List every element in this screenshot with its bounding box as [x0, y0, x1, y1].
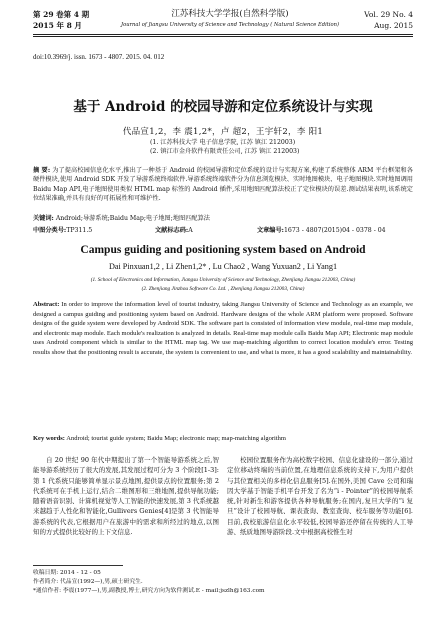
title-en: Campus guiding and positioning system based on Android: [80, 244, 366, 256]
title-cn: 基于 Android 的校园导游和定位系统设计与实现: [73, 99, 373, 115]
footnote-received: 收稿日期: 2014 - 12 - 05: [33, 570, 101, 576]
body-paragraph-left: 自 20 世纪 90 年代中期提出了第一个智能导游系统之后,智能导游系统经历了很大的发展,其发展过程可分为 3 个阶段[1-3]:第 1 代系统只能够简单显示景点地图,提供景点的位置服务;第 2 代系统可在手机上运行,结合二维图形和三维地图,提供导航功能;随着语音识别、计算机视觉等人工智能的快速发展,第 3 代系统越来越趋于人性化和智能化,Gullivers Genies[4]是第 3 代智能导游系统的代表,它根据用户在旅游中的需求和所经过的地点,以图知的方式提供比较好的上下文信息.: [33, 456, 219, 537]
footnote-rule: [33, 565, 123, 566]
article-id-value: 1673 - 4807(2015)04 - 0378 - 04: [283, 227, 386, 234]
date-en: Aug. 2015: [374, 21, 413, 30]
authors-cn: 代品宣1,2，李 震1,2*，卢 超2，王宇轩2，李 阳1: [122, 127, 324, 137]
keywords-cn-label: 关键词:: [33, 215, 54, 222]
footnote: [33, 569, 413, 596]
body-column-right: [227, 455, 413, 537]
doc-code-label: 文献标志码:: [154, 227, 189, 234]
authors-en: Dai Pinxuan1,2 , Li Zhen1,2* , Lu Chao2 , Wang Yuxuan2 , Li Yang1: [108, 262, 338, 271]
abstract-cn-text: 为了提高校园信息化水平,推出了一种基于 Android 的校园导游和定位系统的设计与实现方案,构建了系统整体 ARM 平台框架和各硬件模块,使用 Android SDK 开发了导游系统终端软件.导游系统终端软件分为信息浏览模块、实时地图模块、电子地图模块.实时地图调用 Baidu Map API,电子地图使用类似 HTML map 标签的 Android 插件,采用地图匹配算法校正了定位模块的误差.测试结果表明,该系统定位结果准确,并具有良好的可拓展性和可维护性.: [33, 167, 413, 203]
keywords-en: [33, 434, 413, 444]
keywords-cn-text: Android;导游系统;Baidu Map;电子地图;地图匹配算法: [55, 215, 210, 222]
volume-en: Vol. 29 No. 4: [364, 10, 413, 19]
body-paragraph-right: 校园位置服务作为高校数字校园、信息化建设的一部分,通过定位移动终端的当前位置,在地理信息系统的支持下,为用户提供与其位置相关的多样化信息服务[5].在国外,美国 Cave 公司和瑞因大学基于智能手机平台开发了名为“i - Pointer”的校园导航系统,针对新生和游客提供各种导航服务;在国内,复旦大学的“i 复旦”设计了校园导航、课表查询、教室查询、校车服务等功能[6].目前,我校旅游信息化水平较低,校园导游还停留在传统的人工导游、纸质地图导游阶段.文中根据高校惟生对: [227, 456, 413, 537]
affiliation-en-1: (1. School of Electronics and Information, Jiangsu University of Science and Technology, Zhenjiang Jiangsu 212003, China): [90, 277, 356, 283]
keywords-en-text: Android; tourist guide system; Baidu Map; electronic map; map-matching algorithm: [66, 435, 286, 442]
date-cn: 2015 年 8 月: [33, 21, 82, 30]
abstract-cn-label: 摘 要:: [33, 167, 51, 174]
affiliation-cn-1: (1. 江苏科技大学 电子信息学院, 江苏 镇江 212003): [150, 139, 296, 146]
abstract-en: [33, 300, 413, 358]
header-center: [110, 9, 350, 31]
footnote-corresponding: *通信作者: 李震(1977—),男,副教授,博士,研究方向为软件测试.E - mail:jszlh@163.com: [33, 588, 265, 594]
journal-name-en: Journal of Jiangsu University of Science and Technology ( Natural Science Edition): [121, 22, 339, 28]
abstract-en-label: Abstract:: [33, 301, 60, 308]
header-left: [33, 9, 89, 31]
doi[interactable]: doi:10.3969/j. issn. 1673 - 4807. 2015. 04. 012: [33, 53, 165, 61]
affiliations-cn: [150, 138, 299, 156]
volume-cn: 第 29 卷第 4 期: [33, 10, 90, 19]
keywords-en-label: Key words:: [33, 435, 65, 442]
affiliation-cn-2: (2. 镇江市金舟软件有限责任公司, 江苏 镇江 212003): [150, 148, 300, 155]
keywords-cn: [33, 214, 413, 223]
affiliations-en: [33, 276, 413, 293]
footnote-author-bio: 作者简介: 代品宣(1992—),男,硕士研究生.: [33, 579, 143, 585]
classification-row: [33, 226, 413, 235]
journal-name-cn: 江苏科技大学学报(自然科学版): [171, 9, 289, 19]
article-id-label: 文章编号:: [256, 227, 284, 234]
header-rule-thin: [33, 36, 413, 37]
abstract-cn: [33, 166, 413, 204]
clc-value: TP311.5: [66, 227, 93, 234]
body-column-left: [33, 455, 219, 537]
abstract-en-text: In order to improve the information level of tourist industry, taking Jiangsu University of Science and Technology as an example, we designed a campus guiding and positioning system based on Android. Hardware designs of the whole ARM platform were proposed. Software designs of the guide system were developed by Android SDK. The software part is consisted of information view module, real-time map module, and electronic map module. Each module's realization is analyzed in details. Real-time map module calls Baidu Map API; Electronic map module uses Android component which is similar to the HTML map tag. We use map-matching algorithm to correct location module's error. Testing results show that the positioning result is accurate, the system is convenient to use, and what is more, it has a good scalability and maintainability.: [33, 301, 413, 356]
doc-code-value: A: [188, 227, 193, 234]
header-rule: [33, 34, 413, 35]
header-right: [364, 9, 413, 31]
clc-label: 中图分类号:: [33, 227, 67, 234]
affiliation-en-2: (2. Zhenjiang Jinzhou Software Co. Ltd. , Zhenjiang Jiangsu 212003, China): [141, 285, 305, 292]
